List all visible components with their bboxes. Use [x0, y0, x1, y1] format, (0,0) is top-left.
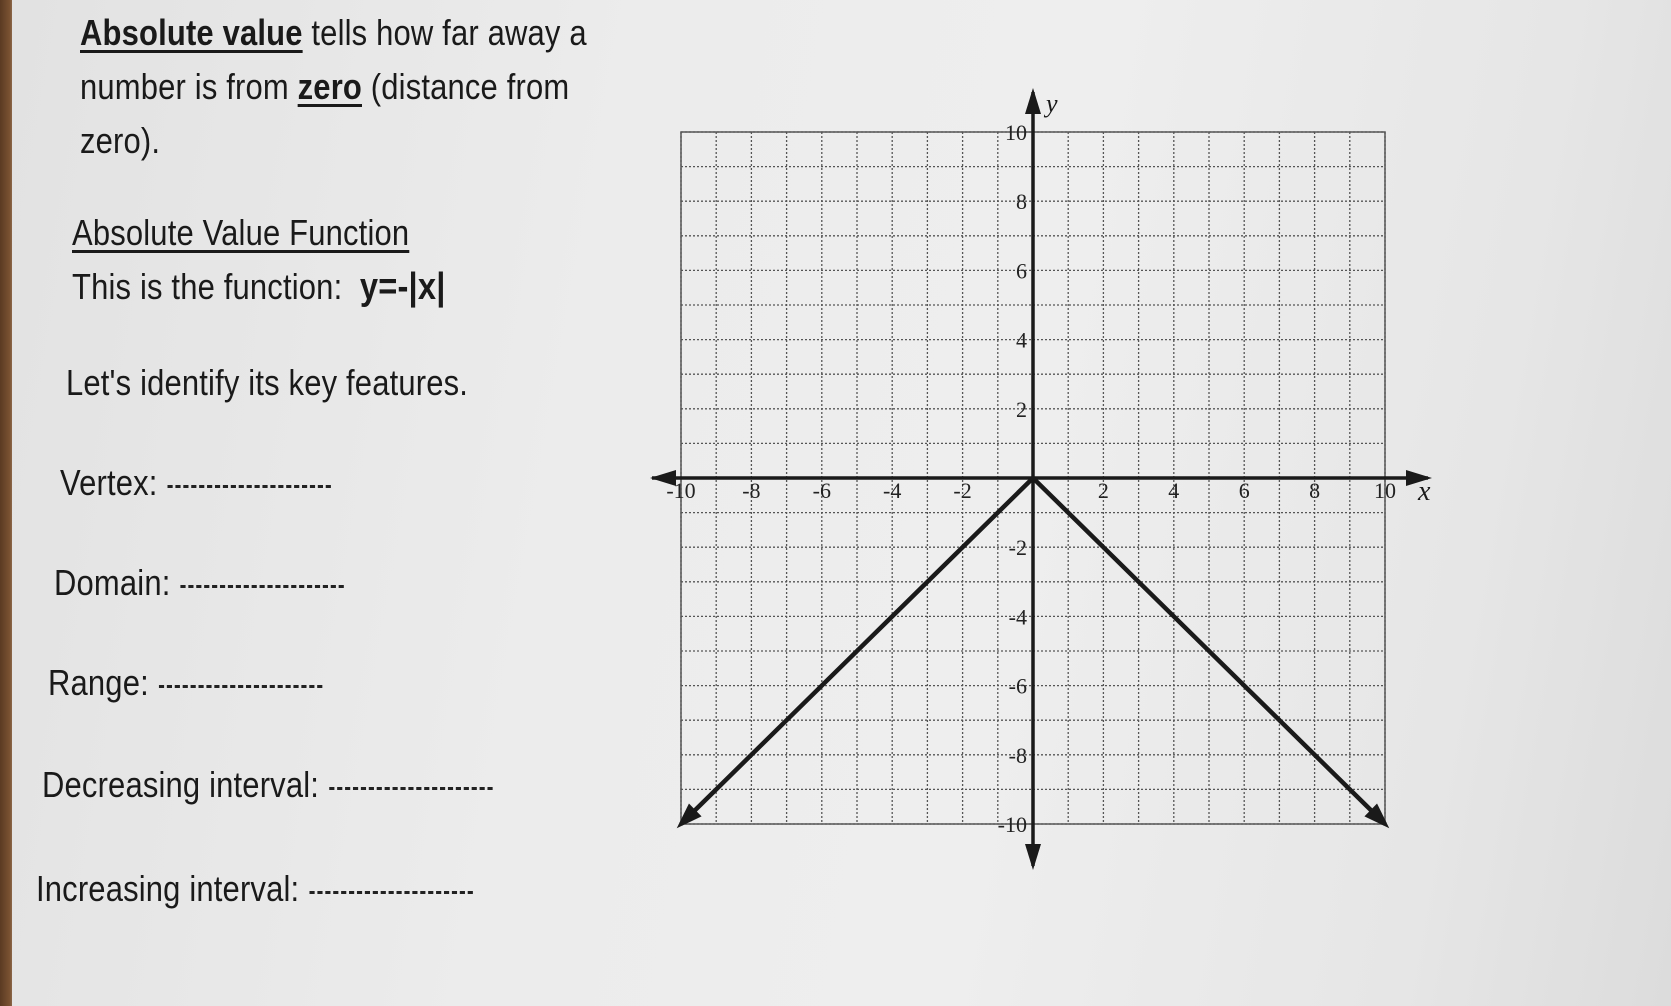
x-tick-label: 6 [1238, 478, 1250, 503]
y-tick-label: -4 [1008, 604, 1027, 630]
y-tick-label: 4 [1016, 327, 1027, 353]
feature-label: Vertex: [60, 462, 158, 503]
y-tick-label: 6 [1016, 258, 1027, 284]
x-tick-label: -8 [742, 478, 761, 503]
x-tick-label: -6 [812, 478, 831, 503]
y-tick-label: -2 [1008, 535, 1027, 561]
feature-label: Decreasing interval: [42, 764, 320, 805]
feature-label: Range: [48, 662, 149, 703]
y-axis-label: y [1046, 89, 1058, 118]
y-axis-arrow-up [1025, 88, 1041, 114]
x-tick-label: 10 [1374, 478, 1396, 503]
x-axis-label: x [1418, 476, 1431, 507]
y-tick-label: -8 [1008, 742, 1027, 768]
function-prefix: This is the function: [72, 266, 343, 307]
feature-label: Domain: [54, 562, 171, 603]
intro-line-1-rest: tells how far away a [302, 12, 587, 53]
x-tick-label: -2 [953, 478, 972, 503]
y-tick-label: 10 [1005, 120, 1027, 145]
x-tick-label: -10 [666, 478, 696, 503]
function-formula: y=-|x| [359, 266, 446, 308]
key-features-prompt: Let's identify its key features. [66, 362, 469, 403]
y-tick-label: 2 [1016, 396, 1027, 422]
section-heading: Absolute Value Function [72, 212, 410, 253]
x-tick-label: 8 [1309, 478, 1321, 503]
term-absolute-value: Absolute value [80, 12, 303, 53]
y-tick-label: 8 [1016, 189, 1027, 215]
x-tick-label: 4 [1168, 478, 1180, 503]
x-tick-label: 2 [1097, 478, 1109, 503]
y-tick-label: -6 [1008, 673, 1027, 699]
feature-label: Increasing interval: [36, 868, 300, 909]
intro-line-3: zero). [80, 120, 161, 161]
x-tick-label: -4 [883, 478, 902, 503]
y-tick-label: -10 [997, 812, 1027, 837]
intro-line-2-rest: (distance from [361, 66, 570, 107]
term-zero: zero [297, 66, 362, 107]
y-axis-arrow-down [1025, 844, 1041, 870]
intro-line-2-start: number is from [80, 66, 298, 107]
